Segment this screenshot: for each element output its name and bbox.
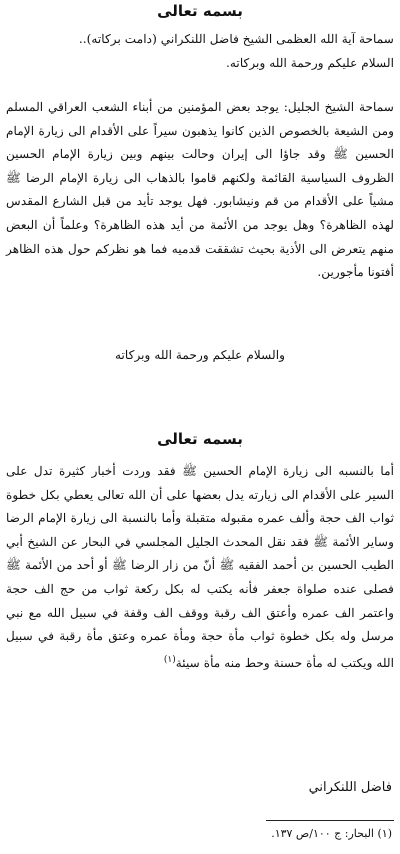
footnote: (١) البحار: ج ١٠٠/ص ١٣٧. (271, 827, 392, 840)
question-body: سماحة الشيخ الجليل: يوجد بعض المؤمنين من أبناء الشعب العراقي المسلم ومن الشيعة بالخصوص الذين كانوا يذهبون سيراً على الأقدام الى زيارة الإمام الحسين ﷺ وقد جاؤا الى إيران وحالت بينهم وبين زيارة الإمام الحسين الظروف السياسية القائمة ولكنهم قاموا بالذهاب الى زيارة الإمام الرضا ﷺ مشياً على الأقدام من قم ونيشابور. فهل يوجد تأيد من قبل الشارع المقدس لهذه الظاهرة؟ وهل يوجد من الأئمة من أيد هذه الظاهرة؟ وعلماً أن البعض منهم يتعرض الى الأذية بحيث تشققت قدميه فما هو نظركم حول هذه الظاهر أفتونا مأجورين. (6, 100, 394, 280)
question-greeting: السلام عليكم ورحمة الله وبركاته. (226, 55, 394, 70)
answer-signature: فاضل اللنكراني (308, 780, 392, 795)
question-intro (6, 28, 394, 75)
footnote-divider (266, 820, 394, 821)
answer-heading: بسمه تعالى (157, 430, 243, 448)
answer-text: أما بالنسبه الى زيارة الإمام الحسين ﷺ فقد وردت أخبار كثيرة تدل على السير على الأقدام الى زيارته يدل بعضها على أن الله تعالى يعطي بكل خطوة ثواب الف حجة وألف عمره مقبوله متقبلة وأما بالنسبة الى زيارة الإمام الرضا وساير الأئمة ﷺ فقد نقل المحدث الجليل المجلسي في البحار عن الشيخ أبي الطيب الحسين بن أحمد الفقيه ﷺ أنّ من زار الرضا ﷺ أو أحد من الأئمة ﷺ فصلى عنده صلواة جعفر فأنه يكتب له بكل ركعة ثواب من حج الف حجة واعتمر الف عمره وأعتق الف رقبة ووقف الف وقفة في سبيل الله مع نبي مرسل وله بكل خطوة ثواب مأة حجة ومأة عمره وعتق مأة رقبة في سبيل الله ويكتب له مأة حسنة وحط منه مأة سيئة (6, 464, 394, 670)
answer-body (6, 460, 394, 675)
question-closing: والسلام عليكم ورحمة الله وبركاته (115, 348, 285, 362)
question-address: سماحة آية الله العظمى الشيخ فاضل اللنكراني (دامت بركاته).. (78, 32, 394, 46)
question-heading: بسمه تعالى (157, 2, 243, 20)
footnote-marker: (١) (163, 654, 176, 665)
